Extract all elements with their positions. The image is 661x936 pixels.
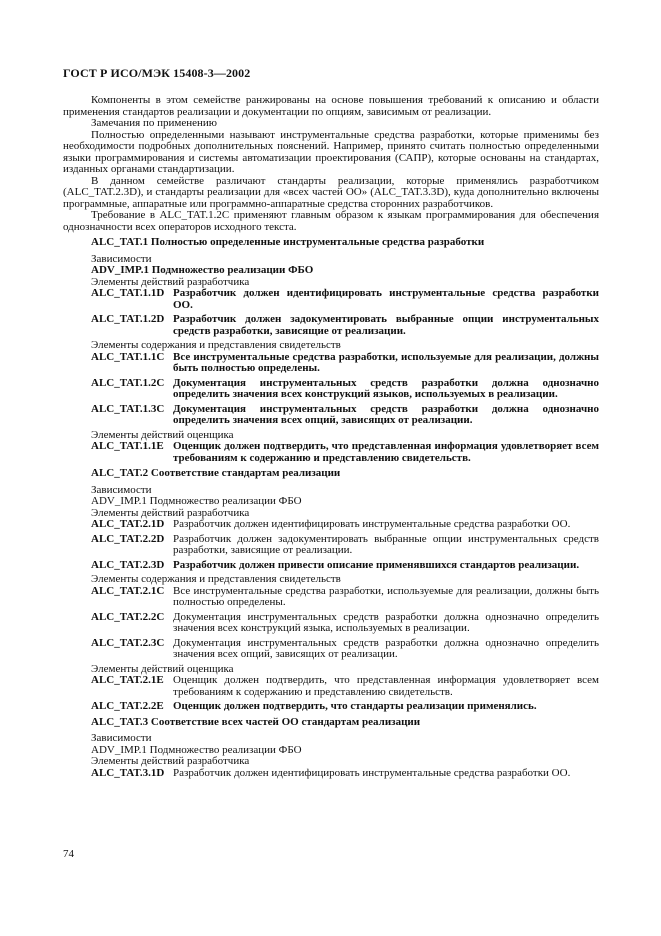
dev-actions-label: Элементы действий разработчика (91, 275, 250, 288)
element-code: ALC_TAT.3.1D (91, 766, 165, 779)
section-title-tat2: ALC_TAT.2 Соответствие стандартам реализации (91, 467, 341, 479)
dev-actions-label: Элементы действий разработчика (91, 755, 250, 767)
page-number: 74 (63, 848, 74, 860)
dependency-item: ADV_IMP.1 Подмножество реализации ФБО (91, 495, 302, 507)
element-row (63, 378, 599, 401)
element-row (63, 768, 599, 780)
intro-paragraph: В данном семействе различают стандарты реализации, которые применялись разработчиком (ALC_TAT.2.3D), и стандарты реализации для «всех частей ОО» (ALC_TAT.3.3D), куда дополнительно включены программные, аппаратные или программно-аппаратные средства сторонних разработчиков. (63, 174, 599, 210)
element-row (63, 352, 599, 375)
element-code: ALC_TAT.1.1D (91, 287, 165, 299)
dependency-item: ADV_IMP.1 Подмножество реализации ФБО (91, 743, 302, 756)
dependencies-label: Зависимости (91, 483, 152, 496)
document-header: ГОСТ Р ИСО/МЭК 15408-3—2002 (63, 66, 251, 80)
intro-paragraph: Компоненты в этом семействе ранжированы на основе повышения требований к описанию и области применения стандартов реализации и документации по опциям, зависимым от реализации. (63, 94, 599, 118)
element-code: ALC_TAT.2.2E (91, 700, 164, 712)
element-row (63, 701, 599, 713)
element-text: Разработчик должен идентифицировать инструментальные средства разработки ОО. (173, 287, 599, 311)
element-row (63, 404, 599, 427)
element-code: ALC_TAT.1.2D (91, 313, 165, 325)
element-code: ALC_TAT.1.1C (91, 350, 165, 363)
element-code: ALC_TAT.1.1E (91, 440, 164, 452)
element-row (63, 441, 599, 464)
element-text: Разработчик должен задокументировать выбранные опции инструментальных средств разработки, зависящие от реализации. (173, 313, 599, 337)
dev-actions-label: Элементы действий разработчика (91, 506, 250, 519)
element-code: ALC_TAT.2.1E (91, 674, 164, 686)
element-row (63, 675, 599, 698)
intro-paragraph: Требование в ALC_TAT.1.2C применяют главным образом к языкам программирования для обеспечения однозначности всех операторов исходного текста. (63, 209, 599, 233)
section-title-tat3: ALC_TAT.3 Соответствие всех частей ОО стандартам реализации (91, 715, 421, 728)
element-text: Разработчик должен идентифицировать инструментальные средства разработки ОО. (173, 518, 571, 530)
element-row (63, 519, 599, 531)
element-row (63, 560, 599, 572)
intro-paragraph: Полностью определенными называют инструментальные средства разработки, которые применимы без необходимости подробных дополнительных пояснений. Например, принято считать полностью определенными языки программирования и системы автоматизации проектирования (САПР), которые основаны на стандартах, изданных органами стандартизации. (63, 128, 599, 175)
element-row (63, 638, 599, 661)
element-code: ALC_TAT.1.2C (91, 376, 165, 389)
element-code: ALC_TAT.2.3D (91, 558, 165, 571)
element-text: Оценщик должен подтвердить, что стандарты реализации применялись. (173, 700, 537, 712)
element-code: ALC_TAT.2.1C (91, 584, 165, 597)
content-elements-label: Элементы содержания и представления свидетельств (91, 573, 341, 585)
dependencies-label: Зависимости (91, 252, 152, 265)
element-row (63, 534, 599, 557)
document-body (63, 95, 599, 782)
element-code: ALC_TAT.1.3C (91, 402, 165, 415)
element-text: Документация инструментальных средств разработки должна однозначно определить значения всех опций, зависящих от реализации. (173, 402, 599, 426)
element-text: Все инструментальные средства разработки, используемые для реализации, должны быть полностью определены. (173, 584, 599, 608)
element-text: Разработчик должен привести описание применявшихся стандартов реализации. (173, 558, 580, 571)
content-elements-label: Элементы содержания и представления свидетельств (91, 339, 341, 351)
eval-actions-label: Элементы действий оценщика (91, 428, 234, 441)
element-row (63, 612, 599, 635)
element-text: Разработчик должен задокументировать выбранные опции инструментальных средств разработки, зависящие от реализации. (173, 532, 599, 556)
element-row (63, 314, 599, 337)
element-text: Все инструментальные средства разработки, используемые для реализации, должны быть полностью определены. (173, 350, 599, 374)
element-text: Оценщик должен подтвердить, что представленная информация удовлетворяет всем требованиям к содержанию и представлению свидетельств. (173, 674, 599, 698)
element-text: Разработчик должен идентифицировать инструментальные средства разработки ОО. (173, 766, 571, 779)
element-row (63, 586, 599, 609)
element-row (63, 288, 599, 311)
element-text: Оценщик должен подтвердить, что представленная информация удовлетворяет всем требованиям к содержанию и представлению свидетельств. (173, 440, 599, 464)
element-code: ALC_TAT.2.1D (91, 518, 165, 530)
dependencies-label: Зависимости (91, 732, 152, 744)
element-code: ALC_TAT.2.3C (91, 636, 165, 649)
element-text: Документация инструментальных средств разработки должна однозначно определить значения всех конструкций языков, используемых в реализации. (173, 376, 599, 400)
section-title-tat1: ALC_TAT.1 Полностью определенные инструментальные средства разработки (91, 236, 485, 248)
element-code: ALC_TAT.2.2D (91, 532, 165, 545)
element-code: ALC_TAT.2.2C (91, 610, 165, 623)
application-notes-heading: Замечания по применению (91, 117, 217, 129)
eval-actions-label: Элементы действий оценщика (91, 662, 234, 675)
dependency-item: ADV_IMP.1 Подмножество реализации ФБО (91, 264, 314, 276)
element-text: Документация инструментальных средств разработки должна однозначно определить значения всех опций, зависящих от реализации. (173, 636, 599, 660)
element-text: Документация инструментальных средств разработки должна однозначно определить значения всех конструкций языка, используемых в реализации. (173, 610, 599, 634)
